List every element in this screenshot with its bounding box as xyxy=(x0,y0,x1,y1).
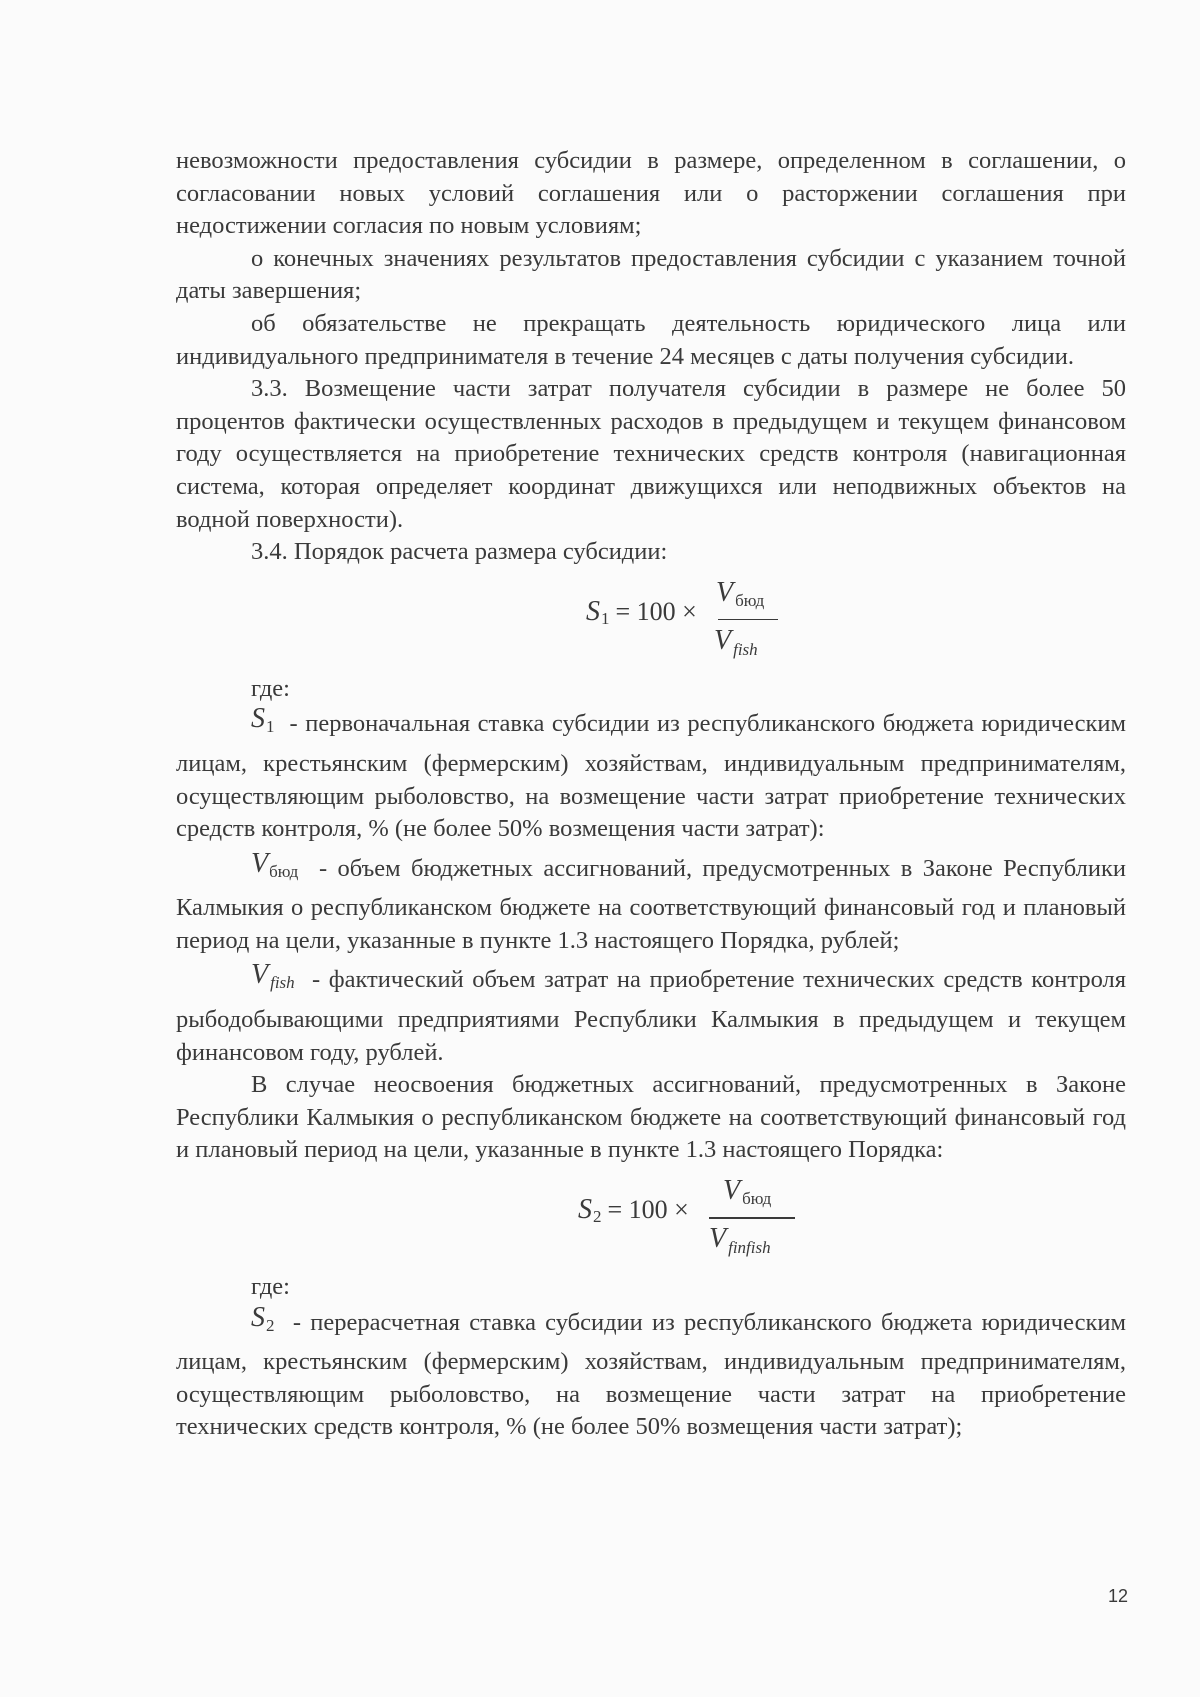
formula-s2 xyxy=(176,1171,1126,1269)
where-label-2: где: xyxy=(251,1273,290,1301)
paragraph-agreement-terms: невозможности предоставления субсидии в размере, определенном в соглашении, о согласовании новых условий соглашения или о расторжении соглашения при недостижении согласия по новым условиям; xyxy=(176,147,1126,240)
definition-v-fish: V fish - фактический объем затрат на приобретение технических средств контроля рыбодобывающими предприятиями Республики Калмыкия в предыдущем и текущем финансовом году, рублей. xyxy=(176,959,1126,1066)
formula-s2-numerator: Vбюд xyxy=(723,1175,772,1209)
formula-s1-denominator: V $_{fish}$ xyxy=(714,624,758,659)
definition-s2: S2 - перерасчетная ставка субсидии из республиканского бюджета юридическим лицам, крестьянским (фермерским) хозяйствам, индивидуальным предпринимателям, осуществляющим рыболовство, на возмещение части затрат на приобретение технических средств контроля, % (не более 50% возмещения части затрат); xyxy=(176,1301,1127,1441)
paragraph-3-4: 3.4. Порядок расчета размера субсидии: xyxy=(251,538,668,566)
formula-s1-numerator: Vбюд xyxy=(716,576,765,610)
formula-s2-lhs: $S_2 = 100$ × xyxy=(578,1194,689,1227)
symbol-s1: S1 xyxy=(251,703,275,737)
page-number: 12 xyxy=(1108,1586,1129,1606)
symbol-s2: S2 xyxy=(251,1301,275,1335)
paragraph-final-values: о конечных значениях результатов предоставления субсидии с указанием точной даты завершения; xyxy=(176,244,1126,305)
document-body xyxy=(176,145,1126,1444)
definition-v-bud: Vбюд - объем бюджетных ассигнований, предусмотренных в Законе Республики Калмыкия о республиканском бюджете на соответствующий финансовый год и плановый период на цели, указанные в пункте 1.3 настоящего Порядка, рублей; xyxy=(176,847,1127,954)
formula-s1-fraction-bar xyxy=(718,619,778,621)
formula-s2-fraction-bar xyxy=(709,1217,795,1219)
formula-s2-denominator: V $_{finfish}$ xyxy=(709,1223,771,1258)
formula-s1 xyxy=(176,573,1126,671)
formula-s1-fraction xyxy=(714,573,800,671)
paragraph-obligation: об обязательстве не прекращать деятельность юридического лица или индивидуального предпринимателя в течение 24 месяцев с даты получения субсидии. xyxy=(176,309,1126,370)
definition-s1: S1 - первоначальная ставка субсидии из республиканского бюджета юридическим лицам, крестьянским (фермерским) хозяйствам, индивидуальным предпринимателям, осуществляющим рыболовство, на возмещение части затрат приобретение технических средств контроля, % (не более 50% возмещения части затрат): xyxy=(176,703,1126,843)
symbol-v-fish: V fish xyxy=(251,959,295,993)
formula-s1-lhs: $S_1 = 100$ × xyxy=(586,595,697,628)
paragraph-3-3: 3.3. Возмещение части затрат получателя субсидии в размере не более 50 процентов фактически осуществленных расходов в предыдущем и текущем финансовом году осуществляется на приобретение технических средств контроля (навигационная система, которая определяет координат движущихся или неподвижных объектов на водной поверхности). xyxy=(176,375,1126,533)
symbol-v-bud: Vбюд xyxy=(251,847,299,881)
formula-s2-fraction xyxy=(709,1171,795,1269)
where-label-1: где: xyxy=(251,674,290,702)
paragraph-unused-allocations: В случае неосвоения бюджетных ассигнований, предусмотренных в Законе Республики Калмыкия о республиканском бюджете на соответствующий финансовый год и плановый период на цели, указанные в пункте 1.3 настоящего Порядка: xyxy=(176,1071,1126,1164)
